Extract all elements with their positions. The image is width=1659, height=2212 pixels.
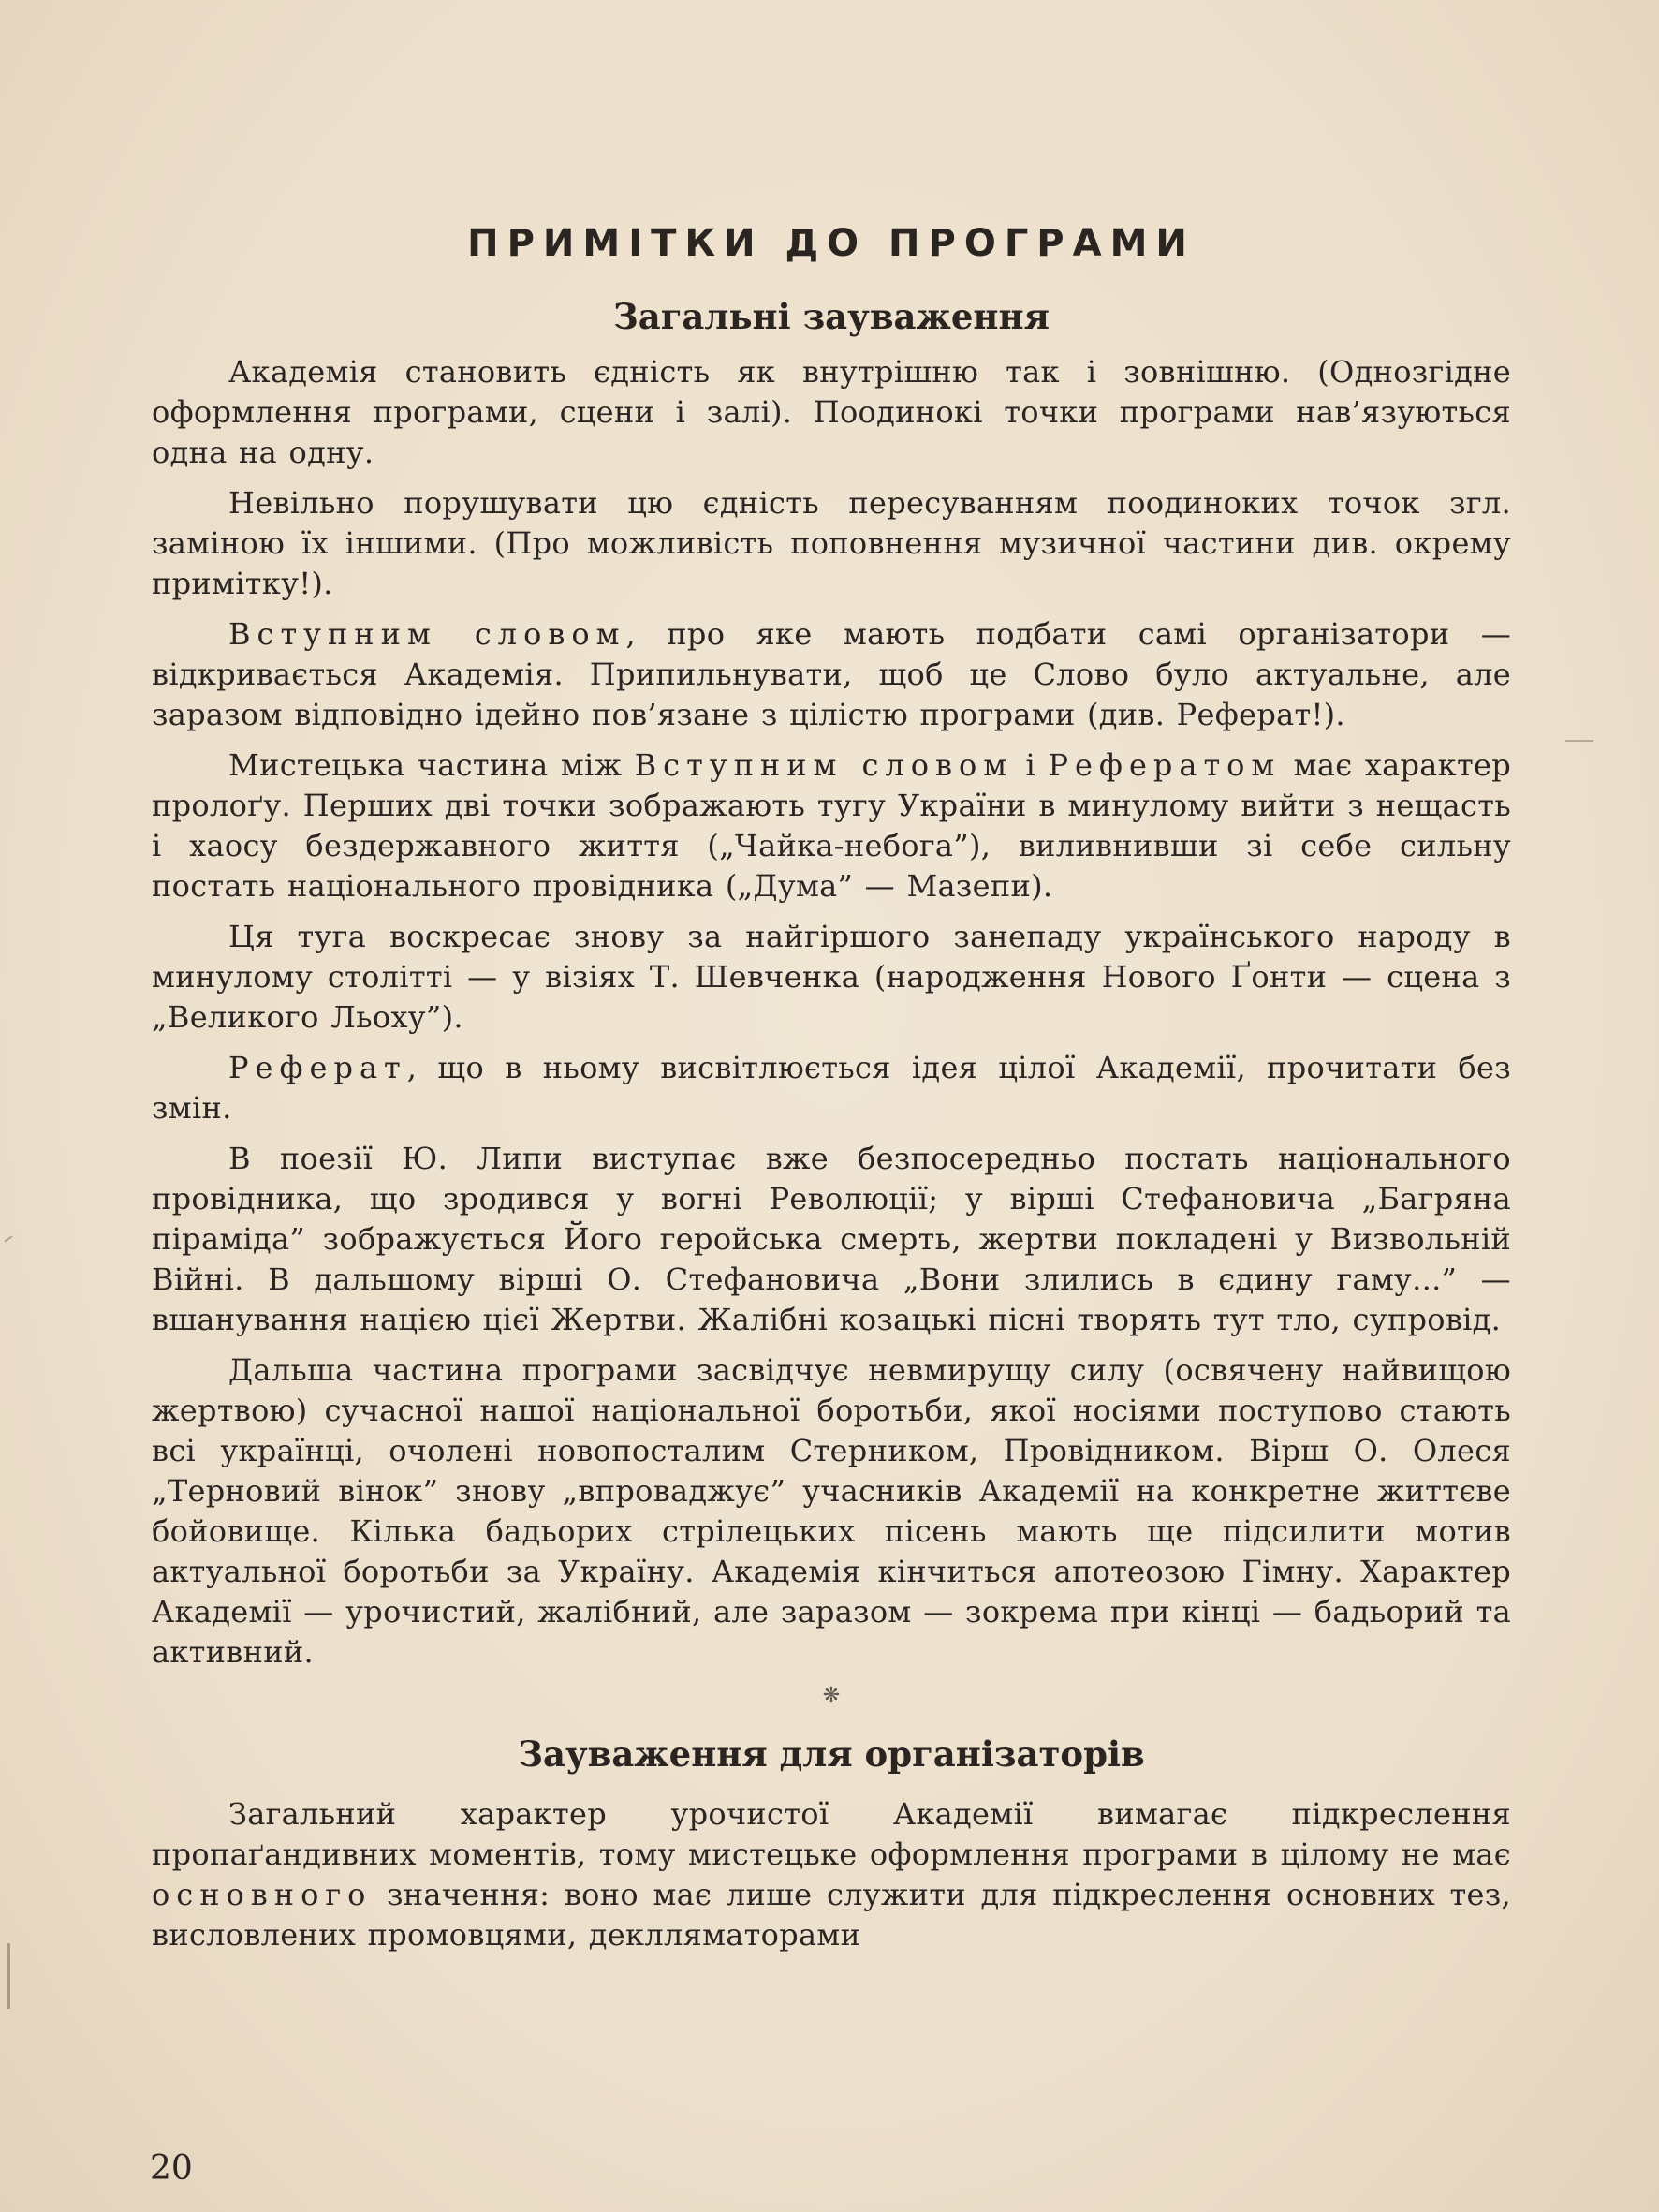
paragraph-text: Академія становить єдність як внутрішню так і зовнішню. (Однозгідне оформлення програми, сцени і залі). Поодинокі точки програми нав’язуються одна на одну. bbox=[152, 354, 1511, 471]
scan-mark-right-1 bbox=[1565, 740, 1593, 742]
paragraph-text: , що в ньому висвітлюється ідея цілої Академії, прочитати без змін. bbox=[152, 1050, 1511, 1127]
paragraph bbox=[152, 745, 1511, 907]
paragraph bbox=[152, 1048, 1511, 1128]
paragraph bbox=[152, 614, 1511, 735]
paragraph bbox=[152, 1350, 1511, 1673]
paragraph-text: Невільно порушувати цю єдність пересуванням поодиноких точок згл. заміною їх іншими. (Про можливість поповнення музичної частини див. окрему примітку!). bbox=[152, 485, 1511, 602]
paragraph-text: В поезії Ю. Липи виступає вже безпосередньо постать національного провідника, що зродився у вогні Революції; у вірші Стефановича „Багряна піраміда” зображується Його геройська смерть, жертви покладені у Визвольній Війні. В дальшому вірші О. Стефановича „Вони злились в єдину гаму...” — вшанування нацією цієї Жертви. Жалібні козацькі пісні творять тут тло, супровід. bbox=[152, 1141, 1511, 1338]
section-organizers-body bbox=[152, 1794, 1511, 1955]
section-heading-general: Загальні зауваження bbox=[613, 296, 1050, 337]
paragraph bbox=[152, 1794, 1511, 1955]
emphasized-text: Реферат bbox=[228, 1050, 407, 1086]
section-divider-ornament: ❋ bbox=[822, 1684, 841, 1708]
paragraph bbox=[152, 352, 1511, 473]
page-number: 20 bbox=[150, 2149, 193, 2188]
page-content bbox=[152, 223, 1511, 1966]
paragraph bbox=[152, 917, 1511, 1038]
section-general-body bbox=[152, 352, 1511, 1673]
paragraph-text: , про яке мають подбати самі організатори — відкривається Академія. Припильнувати, щоб це Слово було актуальне, але заразом відповідно ідейно пов’язане з цілістю програми (див. Реферат!). bbox=[152, 616, 1511, 733]
paragraph-text: Загальний характер урочистої Академії вимагає підкреслення пропаґандивних моментів, тому мистецьке оформлення програми в цілому не має bbox=[152, 1795, 1511, 1872]
emphasized-text: Рефератом bbox=[1048, 747, 1282, 784]
paragraph-text: значення: воно має лише служити для підкреслення основних тез, висловлених промовцями, деклляматорами bbox=[152, 1876, 1511, 1953]
paragraph-text: Мистецька частина між bbox=[228, 747, 635, 784]
paragraph-text: Ця туга воскресає знову за найгіршого занепаду українського народу в минулому столітті — у візіях Т. Шевченка (народження Нового Ґонти — сцена з „Великого Льоху”). bbox=[152, 919, 1511, 1036]
section-heading-organizers: Зауваження для організаторів bbox=[518, 1733, 1145, 1776]
emphasized-text: основного bbox=[152, 1876, 373, 1912]
scan-mark-left-1 bbox=[7, 1943, 10, 2009]
page-title: ПРИМІТКИ ДО ПРОГРАМИ bbox=[467, 222, 1196, 265]
emphasized-text: Вступним словом bbox=[634, 747, 1014, 784]
emphasized-text: Вступним словом bbox=[228, 616, 626, 653]
paragraph bbox=[152, 1139, 1511, 1340]
paragraph bbox=[152, 483, 1511, 604]
paragraph-text: Дальша частина програми засвідчує невмирущу силу (освячену найвищою жертвою) сучасної нашої національної боротьби, якої носіями поступово стають всі українці, очолені новопосталим Стерником, Провідником. Вірш О. Олеся „Терновий вінок” знову „впроваджує” учасників Академії на конкретне життєве бойовище. Кілька бадьорих стрілецьких пісень мають ще підсилити мотив актуальної боротьби за Україну. Академія кінчиться апотеозою Гімну. Характер Академії — урочистий, жалібний, але заразом — зокрема при кінці — бадьорий та активний. bbox=[152, 1352, 1511, 1671]
paragraph-text: має характер пролоґу. Перших дві точки зображають тугу України в минулому вийти з нещасть і хаосу бездержавного життя („Чайка-небога”), виливнивши зі себе сильну постать національного провідника („Дума” — Мазепи). bbox=[152, 747, 1512, 905]
paragraph-text: і bbox=[1013, 747, 1049, 784]
